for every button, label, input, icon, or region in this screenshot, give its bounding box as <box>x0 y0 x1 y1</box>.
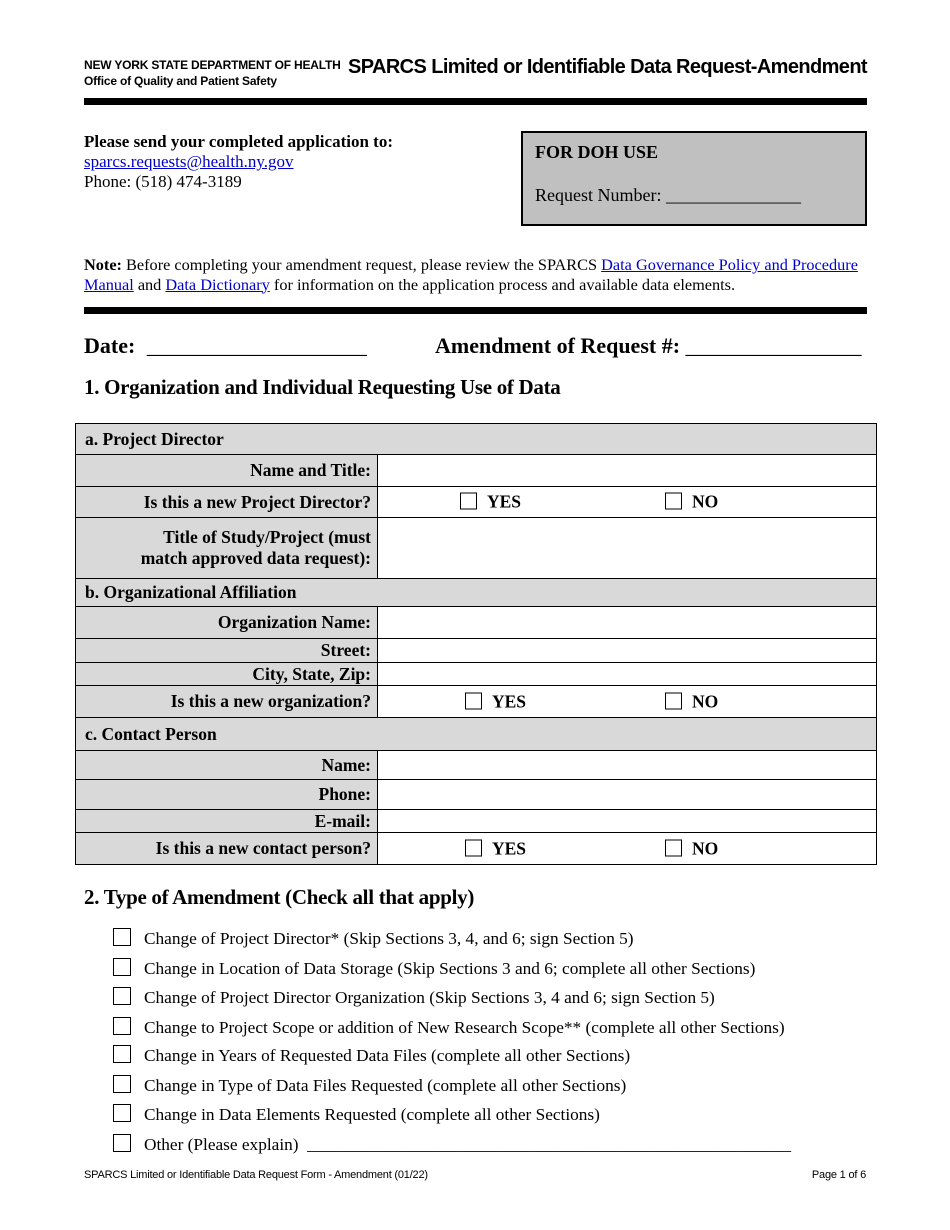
study-title-label: Title of Study/Project (must match approved data request): <box>76 518 378 579</box>
submission-email-link[interactable]: sparcs.requests@health.ny.gov <box>84 152 294 171</box>
checkbox[interactable] <box>465 839 482 856</box>
checkbox[interactable] <box>465 692 482 709</box>
office-name: Office of Quality and Patient Safety <box>84 74 277 88</box>
street-row <box>76 639 877 663</box>
checkbox[interactable] <box>113 1017 131 1035</box>
footer-form-name: SPARCS Limited or Identifiable Data Request Form - Amendment (01/22) <box>84 1169 428 1181</box>
new-director-yes-option[interactable]: YES <box>460 492 521 513</box>
footer-page-number: Page 1 of 6 <box>811 1169 866 1181</box>
study-title-input[interactable] <box>378 518 877 579</box>
note-text-after: for information on the application process and available data elements. <box>273 274 736 294</box>
name-title-input[interactable] <box>378 455 877 487</box>
submission-info <box>84 132 393 192</box>
checkbox[interactable] <box>665 493 682 510</box>
contact-email-row <box>76 810 877 833</box>
amendment-field[interactable]: ________________ <box>685 333 862 358</box>
amendment-line <box>435 333 862 359</box>
new-contact-no-option[interactable]: NO <box>665 838 718 859</box>
name-title-row <box>76 455 877 487</box>
org-name-row <box>76 607 877 639</box>
new-director-no-option[interactable]: NO <box>665 492 718 513</box>
contact-heading: c. Contact Person <box>76 718 877 751</box>
checkbox[interactable] <box>460 493 477 510</box>
department-header <box>84 57 341 89</box>
amendment-option[interactable]: Change in Type of Data Files Requested (complete all other Sections) <box>113 1075 626 1096</box>
city-input[interactable] <box>378 663 877 686</box>
section1-table <box>75 423 877 865</box>
header-divider <box>84 98 867 105</box>
date-label: Date: <box>84 333 136 358</box>
project-director-heading-row <box>76 424 877 455</box>
date-field[interactable]: ____________________ <box>146 333 367 358</box>
org-name-input[interactable] <box>378 607 877 639</box>
request-number-line <box>535 185 801 206</box>
contact-email-input[interactable] <box>378 810 877 833</box>
street-label: Street: <box>76 639 378 663</box>
request-number-label: Request Number: <box>535 185 662 205</box>
doh-use-box <box>521 131 867 226</box>
contact-heading-row <box>76 718 877 751</box>
checkbox[interactable] <box>665 839 682 856</box>
name-title-label: Name and Title: <box>76 455 378 487</box>
note-paragraph <box>84 255 869 294</box>
new-contact-yes-option[interactable]: YES <box>465 838 526 859</box>
contact-name-input[interactable] <box>378 751 877 780</box>
org-name-label: Organization Name: <box>76 607 378 639</box>
form-title: SPARCS Limited or Identifiable Data Request-Amendment <box>347 56 867 78</box>
new-director-row <box>76 487 877 518</box>
section2-title: 2. Type of Amendment (Check all that apply) <box>84 885 475 909</box>
new-org-row <box>76 686 877 718</box>
city-row <box>76 663 877 686</box>
submission-phone: Phone: (518) 474-3189 <box>84 172 242 191</box>
contact-phone-input[interactable] <box>378 780 877 810</box>
study-title-row <box>76 518 877 579</box>
checkbox[interactable] <box>113 1075 131 1093</box>
new-contact-row <box>76 833 877 865</box>
note-label: Note: <box>84 255 122 274</box>
note-divider <box>84 307 867 314</box>
contact-phone-row <box>76 780 877 810</box>
checkbox[interactable] <box>113 928 131 946</box>
new-org-no-option[interactable]: NO <box>665 691 718 712</box>
checkbox[interactable] <box>665 692 682 709</box>
date-line <box>84 333 367 359</box>
street-input[interactable] <box>378 639 877 663</box>
new-director-label: Is this a new Project Director? <box>76 487 378 518</box>
department-name: NEW YORK STATE DEPARTMENT OF HEALTH <box>84 58 341 72</box>
amendment-option-other[interactable]: Other (Please explain) ________________________________________________________ <box>113 1134 791 1155</box>
checkbox[interactable] <box>113 1134 131 1152</box>
amendment-option[interactable]: Change in Years of Requested Data Files (complete all other Sections) <box>113 1045 630 1066</box>
contact-name-label: Name: <box>76 751 378 780</box>
checkbox[interactable] <box>113 987 131 1005</box>
checkbox[interactable] <box>113 958 131 976</box>
contact-email-label: E-mail: <box>76 810 378 833</box>
checkbox[interactable] <box>113 1045 131 1063</box>
organization-heading: b. Organizational Affiliation <box>76 579 877 607</box>
other-explain-field[interactable]: ________________________________________________________ <box>307 1135 792 1154</box>
governance-manual-link[interactable]: Data Governance Policy and Procedure Manual <box>84 255 858 294</box>
amendment-option[interactable]: Change of Project Director Organization (Skip Sections 3, 4 and 6; sign Section 5) <box>113 987 715 1008</box>
amendment-label: Amendment of Request #: <box>435 333 681 358</box>
organization-heading-row <box>76 579 877 607</box>
amendment-option[interactable]: Change of Project Director* (Skip Sections 3, 4, and 6; sign Section 5) <box>113 928 634 949</box>
note-text-middle: and <box>137 274 162 294</box>
amendment-option[interactable]: Change to Project Scope or addition of New Research Scope** (complete all other Sections) <box>113 1017 785 1038</box>
project-director-heading: a. Project Director <box>76 424 877 455</box>
new-org-yes-option[interactable]: YES <box>465 691 526 712</box>
data-dictionary-link[interactable]: Data Dictionary <box>165 274 270 294</box>
checkbox[interactable] <box>113 1104 131 1122</box>
city-label: City, State, Zip: <box>76 663 378 686</box>
amendment-option[interactable]: Change in Data Elements Requested (complete all other Sections) <box>113 1104 600 1125</box>
note-text-before: Before completing your amendment request, please review the SPARCS <box>126 255 598 274</box>
new-contact-label: Is this a new contact person? <box>76 833 378 865</box>
contact-name-row <box>76 751 877 780</box>
submission-prompt: Please send your completed application to: <box>84 132 393 151</box>
request-number-field[interactable]: _______________ <box>665 185 801 205</box>
amendment-option[interactable]: Change in Location of Data Storage (Skip Sections 3 and 6; complete all other Sections) <box>113 958 755 979</box>
doh-use-title: FOR DOH USE <box>535 142 659 162</box>
contact-phone-label: Phone: <box>76 780 378 810</box>
new-org-label: Is this a new organization? <box>76 686 378 718</box>
section1-title: 1. Organization and Individual Requesting Use of Data <box>84 375 561 399</box>
